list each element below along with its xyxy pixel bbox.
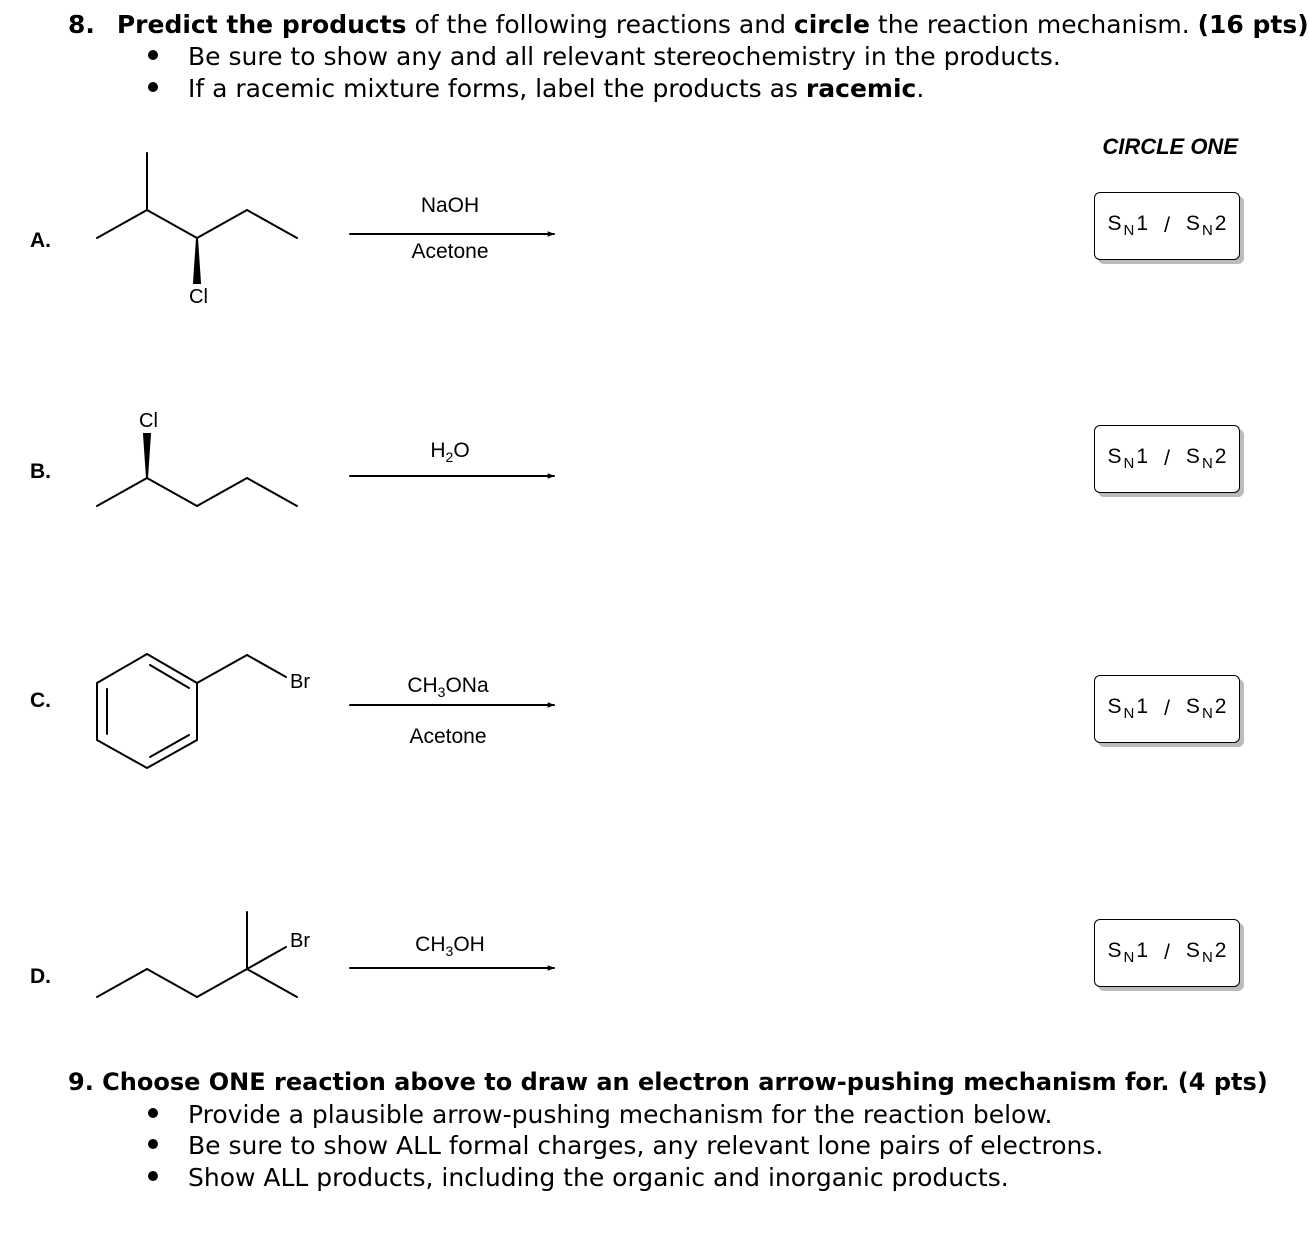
reagent-bottom-c: Acetone xyxy=(409,725,487,748)
molecule-a xyxy=(97,153,297,283)
reagent-top-a: NaOH xyxy=(420,194,480,217)
molecule-d xyxy=(97,912,297,997)
bromine-label-c: Br xyxy=(290,671,310,693)
title-text-2: the reaction mechanism. xyxy=(869,10,1198,39)
bullet-dot xyxy=(148,1171,158,1181)
bullet-dot xyxy=(148,1139,158,1149)
q8-bullet-2: If a racemic mixture forms, label the products as racemic. xyxy=(148,74,924,103)
q9-bullet-1: Provide a plausible arrow-pushing mechanism for the reaction below. xyxy=(148,1100,1052,1129)
mechanism-choice-d[interactable]: S $_N$1 / S $_N$2 xyxy=(1094,919,1240,987)
chlorine-label-a: Cl xyxy=(189,286,208,308)
bullet-dot xyxy=(148,1108,158,1118)
title-bold-lead: Predict the products xyxy=(116,10,407,39)
q8-bullet-1: Be sure to show any and all relevant stereochemistry in the products. xyxy=(148,42,1061,71)
molecule-b xyxy=(97,434,297,506)
question-9-title: 9. Choose ONE reaction above to draw an electron arrow-pushing mechanism for. (4 pts) xyxy=(68,1068,1268,1096)
question-number: 8. xyxy=(68,10,95,39)
mechanism-choice-b[interactable]: S $_N$1 / S $_N$2 xyxy=(1094,425,1240,493)
mechanism-choice-c[interactable]: S $_N$1 / S $_N$2 xyxy=(1094,675,1240,743)
bromine-label-d: Br xyxy=(290,930,310,952)
reaction-label-c: C. xyxy=(30,689,51,712)
q9-bullet-2: Be sure to show ALL formal charges, any relevant lone pairs of electrons. xyxy=(148,1131,1103,1160)
mechanism-choice-a[interactable]: S $_N$1 / S $_N$2 xyxy=(1094,192,1240,260)
reaction-label-a: A. xyxy=(30,229,51,252)
racemic-word: racemic xyxy=(805,74,917,103)
chlorine-label-b: Cl xyxy=(139,410,158,432)
reagent-top-c: $CH_3ONa$ xyxy=(407,674,489,701)
title-bold-circle: circle xyxy=(793,10,870,39)
reagent-bottom-a: Acetone xyxy=(411,240,489,263)
title-text: of the following reactions and xyxy=(406,10,794,39)
reagent-top-d: $CH_3OH$ xyxy=(415,933,485,960)
reaction-label-d: D. xyxy=(30,965,51,988)
molecule-c xyxy=(97,654,286,768)
points: (16 pts) xyxy=(1197,10,1309,39)
reagent-top-b: $H_2O$ xyxy=(430,439,470,466)
reaction-label-b: B. xyxy=(30,460,51,483)
q9-bullet-3: Show ALL products, including the organic and inorganic products. xyxy=(148,1163,1009,1192)
circle-one-heading: CIRCLE ONE xyxy=(1102,134,1238,159)
